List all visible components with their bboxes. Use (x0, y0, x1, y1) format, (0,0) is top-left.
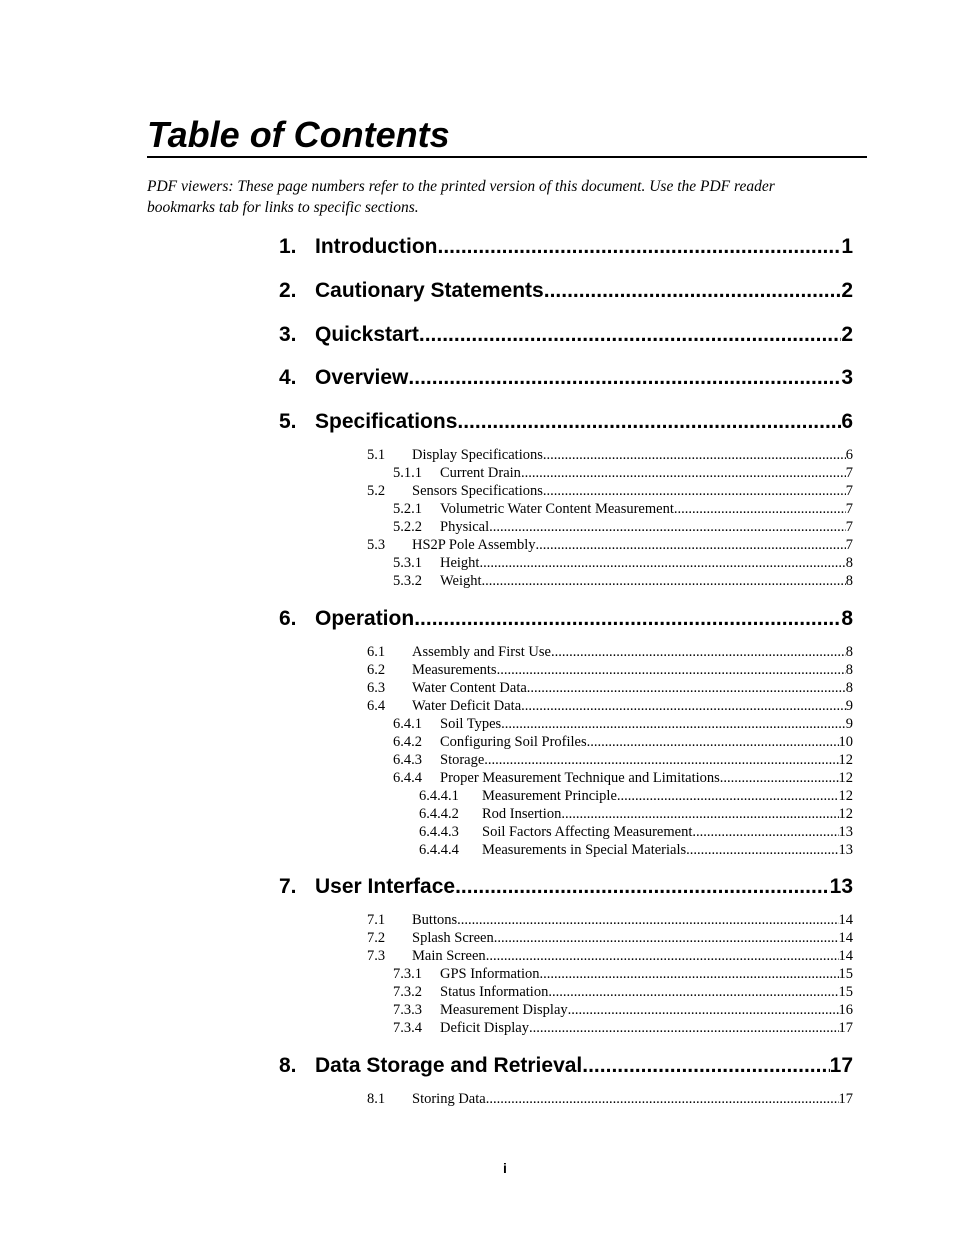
toc-page: 16 (838, 1002, 853, 1018)
toc-leader (529, 1019, 839, 1037)
toc-section-6-4[interactable] (367, 697, 853, 715)
toc-leader (674, 500, 846, 518)
toc-label: Introduction (315, 235, 438, 258)
toc-label: Measurement Display (440, 1002, 568, 1018)
toc-leader (457, 410, 841, 434)
toc-number: 7. (279, 875, 297, 898)
toc-leader (536, 536, 846, 554)
toc-label: Current Drain (440, 465, 521, 481)
toc-page: 7 (845, 501, 853, 517)
toc-number: 7.3.1 (393, 966, 422, 982)
toc-section-5-1[interactable] (367, 446, 853, 464)
toc-number: 5.1.1 (393, 465, 422, 481)
toc-label: Deficit Display (440, 1020, 529, 1036)
toc-page: 12 (838, 788, 853, 804)
toc-number: 6.4 (367, 698, 386, 714)
toc-page: 14 (838, 912, 853, 928)
toc-page: 1 (841, 235, 853, 258)
toc-number: 6.4.4.2 (419, 806, 459, 822)
toc-section-6-4-4[interactable] (393, 769, 853, 787)
toc-page: 8 (845, 680, 853, 696)
toc-label: Height (440, 555, 480, 571)
toc-number: 7.3.2 (393, 984, 422, 1000)
toc-leader (414, 607, 841, 631)
toc-label: Volumetric Water Content Measurement (440, 501, 674, 517)
toc-page: 10 (838, 734, 853, 750)
toc-number: 5.2 (367, 483, 386, 499)
toc-page: 2 (841, 323, 853, 346)
toc-label: Proper Measurement Technique and Limitations (440, 770, 720, 786)
toc-label: Weight (440, 573, 482, 589)
toc-page: 12 (838, 770, 853, 786)
toc-page: 17 (829, 1054, 853, 1077)
toc-leader (543, 482, 846, 500)
toc-number: 7.3.4 (393, 1020, 422, 1036)
toc-page: 7 (845, 483, 853, 499)
toc-section-6-4-2[interactable] (393, 733, 853, 751)
toc-label: Specifications (315, 410, 458, 433)
toc-leader (457, 911, 838, 929)
toc-chapter-8[interactable] (279, 1054, 853, 1084)
toc-section-7-3-4[interactable] (393, 1019, 853, 1037)
toc-page: 13 (829, 875, 853, 898)
toc-leader (587, 733, 839, 751)
toc-number: 6.4.4.3 (419, 824, 459, 840)
toc-leader (419, 323, 841, 347)
toc-chapter-3[interactable] (279, 323, 853, 353)
toc-section-6-4-4-1[interactable] (419, 787, 853, 805)
toc-leader (479, 554, 845, 572)
toc-number: 6.4.2 (393, 734, 422, 750)
toc-section-5-3[interactable] (367, 536, 853, 554)
toc-section-5-3-2[interactable] (393, 572, 853, 590)
toc-label: Operation (315, 607, 415, 630)
toc-section-5-2[interactable] (367, 482, 853, 500)
toc-label: Data Storage and Retrieval (315, 1054, 583, 1077)
toc-label: Water Content Data (412, 680, 527, 696)
toc-leader (548, 983, 838, 1001)
toc-leader (543, 446, 846, 464)
toc-leader (561, 805, 838, 823)
toc-leader (497, 661, 846, 679)
toc-leader (484, 751, 838, 769)
toc-leader (486, 1090, 839, 1108)
toc-page: 8 (841, 607, 853, 630)
toc-section-5-2-2[interactable] (393, 518, 853, 536)
toc-number: 8. (279, 1054, 297, 1077)
toc-number: 6. (279, 607, 297, 630)
toc-leader (692, 823, 838, 841)
toc-label: Assembly and First Use (412, 644, 551, 660)
toc-number: 2. (279, 279, 297, 302)
toc-label: GPS Information (440, 966, 540, 982)
toc-number: 6.4.1 (393, 716, 422, 732)
toc-number: 7.1 (367, 912, 386, 928)
toc-label: Main Screen (412, 948, 486, 964)
toc-label: Physical (440, 519, 490, 535)
toc-number: 5.3.1 (393, 555, 422, 571)
toc-leader (482, 572, 846, 590)
toc-number: 7.2 (367, 930, 386, 946)
toc-leader (494, 929, 839, 947)
toc-section-6-4-4-4[interactable] (419, 841, 853, 859)
toc-label: Measurements (412, 662, 497, 678)
toc-page: 13 (838, 824, 853, 840)
toc-page: 12 (838, 806, 853, 822)
toc-page: 2 (841, 279, 853, 302)
toc-page: 8 (845, 555, 853, 571)
toc-label: Status Information (440, 984, 549, 1000)
toc-number: 5.1 (367, 447, 386, 463)
toc-chapter-7[interactable] (279, 875, 853, 905)
toc-chapter-5[interactable] (279, 410, 853, 440)
toc-label: User Interface (315, 875, 456, 898)
toc-leader (521, 464, 846, 482)
toc-section-7-3[interactable] (367, 947, 853, 965)
toc-page: 6 (841, 410, 853, 433)
toc-leader (544, 279, 842, 303)
toc-page: 14 (838, 930, 853, 946)
toc-number: 3. (279, 323, 297, 346)
toc-label: Measurement Principle (482, 788, 617, 804)
toc-number: 7.3 (367, 948, 386, 964)
toc-number: 6.1 (367, 644, 386, 660)
toc-label: Measurements in Special Materials (482, 842, 687, 858)
toc-chapter-2[interactable] (279, 279, 853, 309)
toc-label: Water Deficit Data (412, 698, 522, 714)
toc-chapter-1[interactable] (279, 235, 853, 265)
toc-page: 15 (838, 966, 853, 982)
toc-page: 14 (838, 948, 853, 964)
toc-number: 8.1 (367, 1091, 386, 1107)
toc-section-6-1[interactable] (367, 643, 853, 661)
toc-number: 7.3.3 (393, 1002, 422, 1018)
toc-page: 17 (838, 1020, 853, 1036)
toc-page: 8 (845, 662, 853, 678)
toc-label: Overview (315, 366, 409, 389)
toc-label: Buttons (412, 912, 458, 928)
toc-label: Storage (440, 752, 485, 768)
toc-number: 5.3.2 (393, 573, 422, 589)
toc-page: 3 (841, 366, 853, 389)
toc-label: Sensors Specifications (412, 483, 543, 499)
toc-section-7-3-3[interactable] (393, 1001, 853, 1019)
toc-leader (408, 366, 841, 390)
toc-number: 6.2 (367, 662, 386, 678)
toc-page: 7 (845, 519, 853, 535)
toc-page: 6 (845, 447, 853, 463)
toc-page: 7 (845, 537, 853, 553)
toc-section-8-1[interactable] (367, 1090, 853, 1108)
toc-label: Cautionary Statements (315, 279, 544, 302)
toc-leader (582, 1054, 829, 1078)
toc-leader (551, 643, 846, 661)
toc-section-6-4-4-3[interactable] (419, 823, 853, 841)
toc-page: 13 (838, 842, 853, 858)
toc-page: 9 (845, 698, 853, 714)
toc-section-6-4-4-2[interactable] (419, 805, 853, 823)
toc-section-5-2-1[interactable] (393, 500, 853, 518)
toc-label: HS2P Pole Assembly (412, 537, 536, 553)
toc-number: 6.4.4 (393, 770, 422, 786)
toc-page: 7 (845, 465, 853, 481)
toc-number: 6.4.4.4 (419, 842, 459, 858)
toc-leader (527, 679, 846, 697)
toc-number: 5.2.2 (393, 519, 422, 535)
toc-leader (486, 947, 839, 965)
toc-leader (686, 841, 838, 859)
toc-page: 8 (845, 644, 853, 660)
footer-page-number: i (503, 1160, 507, 1176)
toc-section-6-3[interactable] (367, 679, 853, 697)
toc-label: Storing Data (412, 1091, 486, 1107)
toc-leader (489, 518, 846, 536)
pdf-viewer-note: PDF viewers: These page numbers refer to the printed version of this document. Use the PDF reader bookmarks tab for links to specific sections. (147, 178, 775, 216)
toc-label: Quickstart (315, 323, 419, 346)
toc-section-7-3-2[interactable] (393, 983, 853, 1001)
toc-chapter-6[interactable] (279, 607, 853, 637)
toc-leader (568, 1001, 839, 1019)
toc-section-5-1-1[interactable] (393, 464, 853, 482)
toc-section-7-3-1[interactable] (393, 965, 853, 983)
toc-section-7-2[interactable] (367, 929, 853, 947)
toc-number: 6.4.3 (393, 752, 422, 768)
toc-leader (521, 697, 846, 715)
toc-section-7-1[interactable] (367, 911, 853, 929)
toc-leader (720, 769, 839, 787)
toc-number: 6.4.4.1 (419, 788, 459, 804)
toc-section-6-4-3[interactable] (393, 751, 853, 769)
toc-label: Display Specifications (412, 447, 543, 463)
toc-page: 17 (838, 1091, 853, 1107)
toc-number: 5. (279, 410, 297, 433)
toc-number: 5.3 (367, 537, 386, 553)
toc-leader (501, 715, 846, 733)
toc-section-6-2[interactable] (367, 661, 853, 679)
toc-leader (455, 875, 830, 899)
toc-page: 8 (845, 573, 853, 589)
toc-label: Splash Screen (412, 930, 494, 946)
toc-label: Soil Factors Affecting Measurement (482, 824, 693, 840)
toc-number: 4. (279, 366, 297, 389)
toc-leader (437, 235, 841, 259)
toc-leader (539, 965, 838, 983)
toc-page: 15 (838, 984, 853, 1000)
toc-leader (617, 787, 839, 805)
toc-page: 12 (838, 752, 853, 768)
toc-label: Soil Types (440, 716, 502, 732)
toc-number: 6.3 (367, 680, 386, 696)
toc-page: 9 (845, 716, 853, 732)
toc-chapter-4[interactable] (279, 366, 853, 396)
toc-label: Rod Insertion (482, 806, 562, 822)
toc-section-6-4-1[interactable] (393, 715, 853, 733)
toc-number: 5.2.1 (393, 501, 422, 517)
page-title: Table of Contents (147, 114, 450, 155)
toc-section-5-3-1[interactable] (393, 554, 853, 572)
toc-number: 1. (279, 235, 297, 258)
toc-label: Configuring Soil Profiles (440, 734, 587, 750)
